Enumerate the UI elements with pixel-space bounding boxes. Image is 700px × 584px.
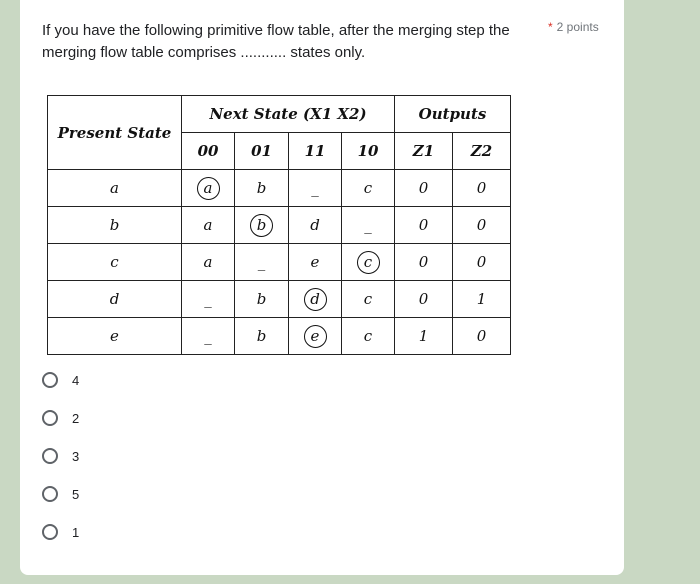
next-state-cell [289,244,342,281]
input-col-11: 11 [289,133,342,170]
next-state-value: c [363,327,373,345]
table-row [48,207,511,244]
stable-state-circle: e [304,325,327,348]
answer-option[interactable] [42,524,79,540]
output-cell: 0 [395,207,453,244]
next-state-value: d [310,216,320,234]
stable-state-cell [289,281,342,318]
next-state-value: b [256,179,267,197]
radio-button-icon[interactable] [42,524,58,540]
answer-option[interactable] [42,486,79,502]
next-state-cell [235,318,289,355]
stable-state-circle: b [250,214,273,237]
output-col-z1: Z1 [395,133,453,170]
next-state-cell [342,207,395,244]
radio-button-icon[interactable] [42,372,58,388]
input-col-10: 10 [342,133,395,170]
table-row [48,318,511,355]
answer-option-label: 1 [72,524,80,540]
present-state-cell: b [48,207,182,244]
next-state-value: e [310,253,320,271]
next-state-header: Next State (X1 X2) [182,96,395,133]
present-state-cell: c [48,244,182,281]
stable-state-cell [235,207,289,244]
answer-option-label: 4 [72,372,80,388]
present-state-cell: d [48,281,182,318]
next-state-cell [289,207,342,244]
output-cell: 0 [395,281,453,318]
next-state-value: a [203,216,213,234]
input-col-00: 00 [182,133,235,170]
next-state-value: _ [311,179,319,197]
answer-option-label: 5 [72,486,80,502]
stable-state-cell [182,170,235,207]
stable-state-cell [342,244,395,281]
answer-option-label: 3 [72,448,80,464]
present-state-cell: a [48,170,182,207]
next-state-cell [182,281,235,318]
points-label [548,20,599,34]
next-state-cell [342,281,395,318]
question-card [20,0,624,575]
table-row [48,244,511,281]
next-state-cell [235,244,289,281]
points-value: 2 points [556,20,599,34]
output-col-z2: Z2 [453,133,511,170]
output-cell: 0 [453,207,511,244]
stable-state-cell [289,318,342,355]
next-state-cell [342,318,395,355]
present-state-cell: e [48,318,182,355]
question-text: If you have the following primitive flow table, after the merging step the merging flow table comprises ........... states only. [42,22,510,61]
next-state-value: _ [204,290,212,308]
next-state-value: c [363,290,373,308]
required-star: * [548,20,553,34]
next-state-cell [235,281,289,318]
answer-option[interactable] [42,410,79,426]
next-state-value: _ [257,253,266,271]
next-state-cell [235,170,289,207]
output-cell: 0 [395,244,453,281]
output-cell: 1 [395,318,453,355]
next-state-value: b [256,290,267,308]
next-state-value: b [256,327,267,345]
radio-button-icon[interactable] [42,448,58,464]
next-state-cell [342,170,395,207]
table-row [48,170,511,207]
stable-state-circle: d [304,288,327,311]
answer-option[interactable] [42,372,79,388]
stable-state-circle: c [357,251,380,274]
next-state-cell [182,207,235,244]
answer-option[interactable] [42,448,79,464]
present-state-header: Present State [48,96,182,170]
output-cell: 1 [453,281,511,318]
output-cell: 0 [395,170,453,207]
radio-button-icon[interactable] [42,486,58,502]
input-col-01: 01 [235,133,289,170]
next-state-value: a [203,253,213,271]
outputs-header: Outputs [395,96,511,133]
answer-option-label: 2 [72,410,80,426]
flow-table [47,95,511,355]
stable-state-circle: a [197,177,220,200]
next-state-cell [289,170,342,207]
next-state-value: c [363,179,373,197]
next-state-cell [182,244,235,281]
next-state-cell [182,318,235,355]
next-state-value: _ [204,327,212,345]
next-state-value: _ [364,216,372,234]
radio-button-icon[interactable] [42,410,58,426]
output-cell: 0 [453,244,511,281]
table-row [48,281,511,318]
output-cell: 0 [453,318,511,355]
output-cell: 0 [453,170,511,207]
